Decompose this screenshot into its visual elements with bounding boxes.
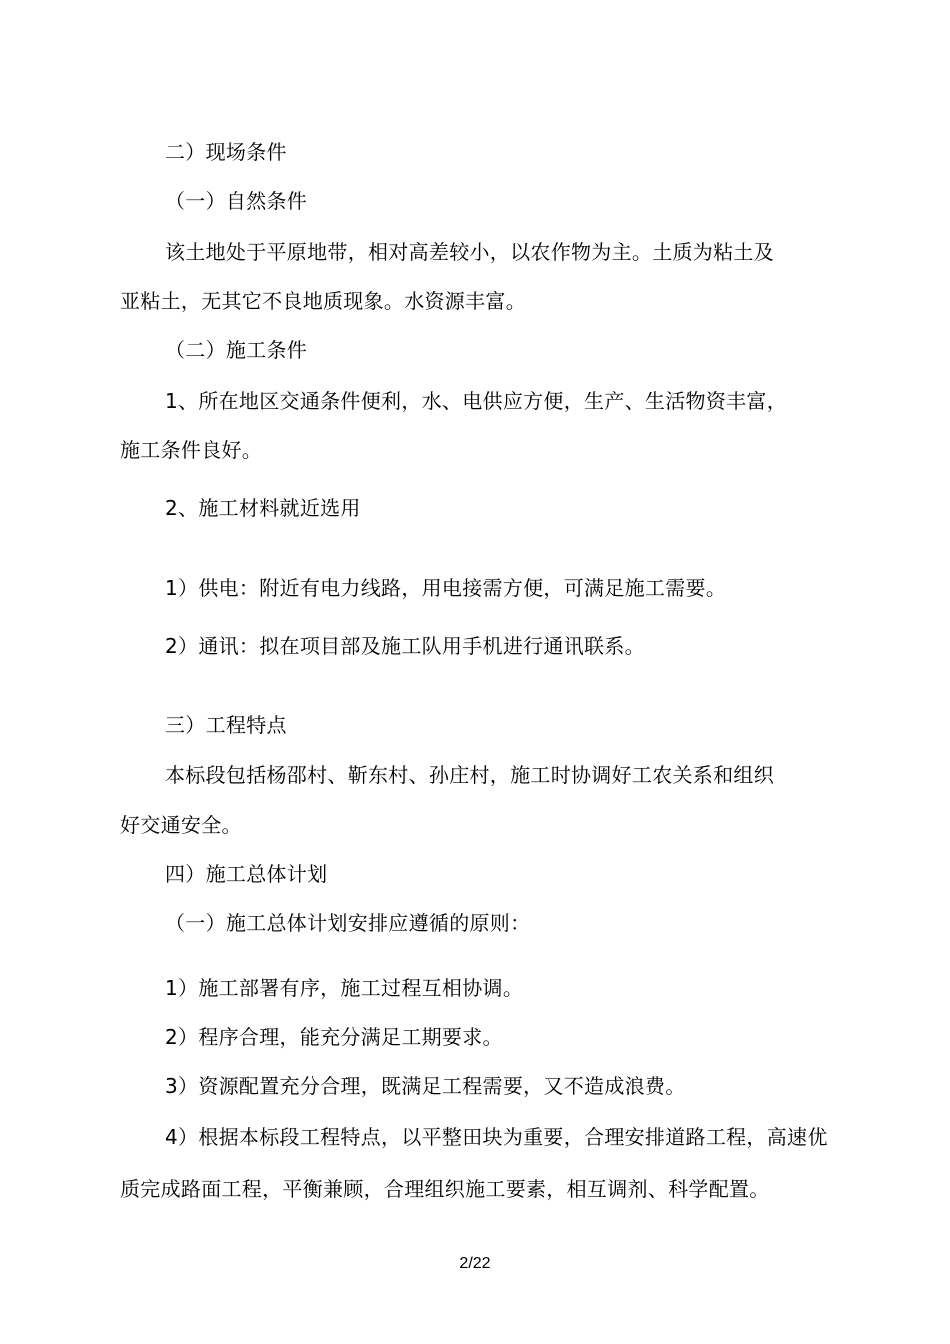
paragraph-line: 该土地处于平原地带，相对高差较小，以农作物为主。土质为粘土及 — [165, 240, 774, 264]
subheading-plan-principles: （一）施工总体计划安排应遵循的原则： — [165, 911, 531, 935]
list-item: 3）资源配置充分合理，既满足工程需要，又不造成浪费。 — [165, 1074, 686, 1098]
paragraph-line: 1、所在地区交通条件便利，水、电供应方便，生产、生活物资丰富， — [165, 389, 788, 413]
section-heading-overall-plan: 四）施工总体计划 — [165, 862, 328, 886]
list-item: 2）程序合理，能充分满足工期要求。 — [165, 1025, 503, 1049]
list-item: 2、施工材料就近选用 — [165, 496, 361, 520]
subheading-construction-conditions: （二）施工条件 — [165, 338, 308, 362]
section-heading-project-features: 三）工程特点 — [165, 713, 287, 737]
section-heading-site-conditions: 二）现场条件 — [165, 140, 287, 164]
list-item: 2）通讯：拟在项目部及施工队用手机进行通讯联系。 — [165, 634, 645, 658]
paragraph-line: 亚粘土，无其它不良地质现象。水资源丰富。 — [120, 289, 526, 313]
paragraph-line: 质完成路面工程，平衡兼顾，合理组织施工要素，相互调剂、科学配置。 — [120, 1177, 770, 1201]
page-number: 2/22 — [459, 1255, 491, 1272]
paragraph-line: 施工条件良好。 — [120, 438, 263, 462]
list-item: 4）根据本标段工程特点，以平整田块为重要，合理安排道路工程，高速优 — [165, 1125, 828, 1149]
list-item: 1）供电：附近有电力线路，用电接需方便，可满足施工需要。 — [165, 576, 727, 600]
subheading-natural-conditions: （一）自然条件 — [165, 189, 308, 213]
list-item: 1）施工部署有序，施工过程互相协调。 — [165, 976, 524, 1000]
paragraph-line: 本标段包括杨邵村、靳东村、孙庄村，施工时协调好工农关系和组织 — [165, 763, 774, 787]
paragraph-line: 好交通安全。 — [120, 813, 242, 837]
